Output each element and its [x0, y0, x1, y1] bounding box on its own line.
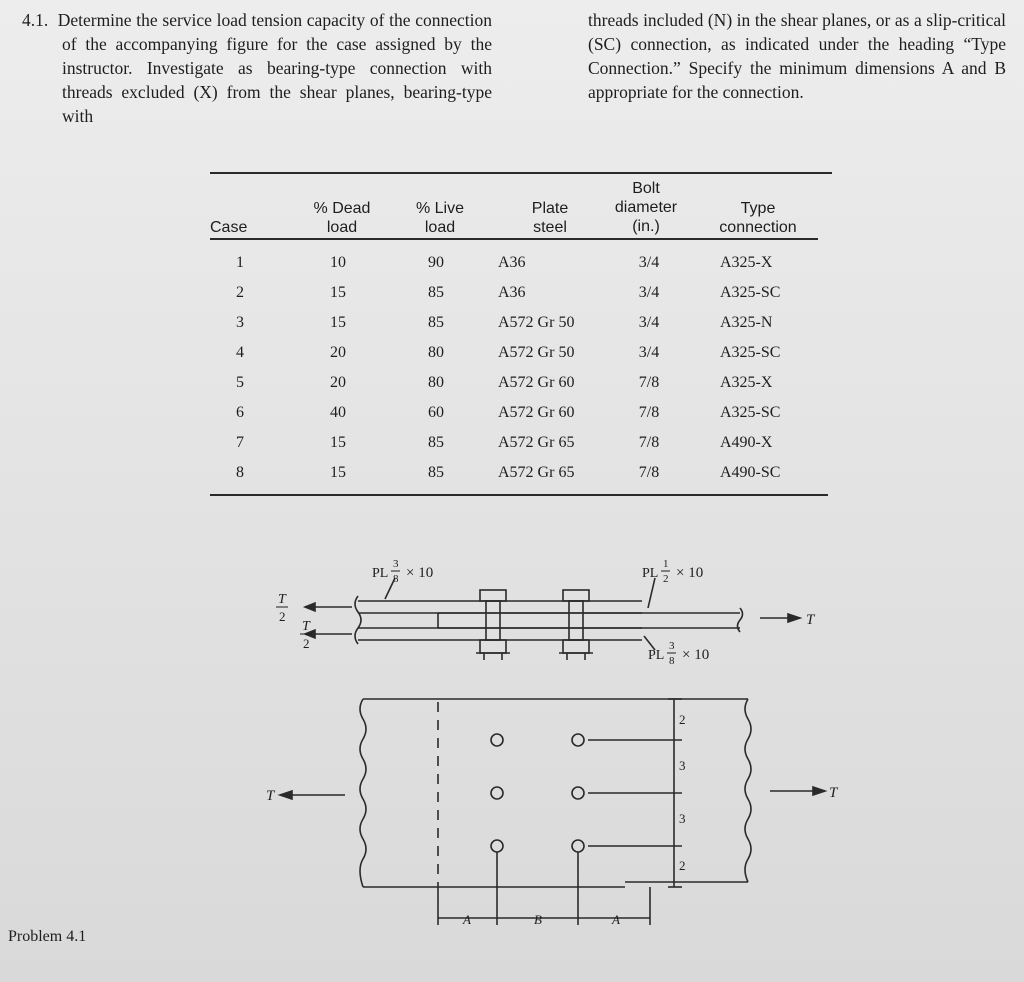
cell-diameter: 7/8 [638, 374, 660, 391]
header-dead-line2: load [326, 219, 358, 236]
cell-dead: 15 [330, 434, 346, 451]
cell-type: A325-SC [720, 404, 781, 421]
cell-dead: 40 [330, 404, 346, 421]
plate-thk-den-bottom-right: 8 [669, 655, 675, 667]
arrow-T-right-elevation [760, 614, 800, 622]
bolt-hole [491, 787, 503, 799]
leader-top-right [648, 578, 655, 608]
header-live-line1: % Live [415, 200, 465, 217]
plate-width-top-right: × 10 [676, 565, 704, 581]
cell-steel: A572 Gr 65 [498, 464, 575, 481]
bolt-hole [491, 734, 503, 746]
cell-case: 2 [236, 284, 244, 301]
cell-live: 80 [428, 344, 444, 361]
cell-dead: 20 [330, 374, 346, 391]
half-T-num-bottom: T [302, 619, 310, 634]
arrow-T-left-plan [280, 791, 345, 799]
cell-live: 85 [428, 314, 444, 331]
load-T-elevation: T [806, 612, 815, 628]
cell-diameter: 7/8 [638, 434, 660, 451]
cell-steel: A572 Gr 65 [498, 434, 575, 451]
plate-symbol-top-left: PL [372, 566, 389, 581]
half-T-den-bottom: 2 [303, 636, 310, 651]
plate-width-bottom-right: × 10 [682, 647, 710, 663]
cell-live: 90 [428, 254, 444, 271]
header-steel-line2: steel [533, 219, 567, 236]
cell-steel: A572 Gr 60 [498, 404, 575, 421]
header-diameter-line2: diameter [614, 199, 678, 216]
dim-gauge-2: 3 [679, 811, 686, 826]
cell-type: A325-SC [720, 284, 781, 301]
cell-type: A490-SC [720, 464, 781, 481]
dim-A-left: A [463, 912, 471, 927]
cell-dead: 15 [330, 314, 346, 331]
plate-symbol-top-right: PL [642, 566, 659, 581]
cell-steel: A36 [498, 254, 526, 271]
header-type-line1: Type [740, 200, 776, 217]
cell-diameter: 3/4 [638, 254, 660, 271]
plate-thk-den-top-right: 2 [663, 573, 669, 585]
half-T-num-top: T [278, 592, 286, 607]
cell-case: 7 [236, 434, 244, 451]
cell-diameter: 7/8 [638, 464, 660, 481]
problem-text-left: Determine the service load tension capacity of the connection of the accompanying figure for the case assigned by the instructor. Investigate as bearing-type connection with threads excluded (X) from the shear planes, bearing-type with [57, 10, 492, 126]
cell-case: 1 [236, 254, 244, 271]
problem-number: 4.1. [22, 10, 49, 30]
cell-diameter: 3/4 [638, 314, 660, 331]
header-case: Case [210, 219, 248, 236]
header-live-line2: load [424, 219, 456, 236]
plate-thk-num-bottom-right: 3 [669, 640, 675, 652]
arrow-T-right-plan [770, 787, 825, 795]
cell-dead: 20 [330, 344, 346, 361]
bolt-hole [572, 787, 584, 799]
dim-A-right: A [612, 912, 620, 927]
cell-case: 4 [236, 344, 244, 361]
bolt-hole [572, 734, 584, 746]
cell-steel: A572 Gr 50 [498, 344, 575, 361]
cell-steel: A572 Gr 50 [498, 314, 575, 331]
cell-diameter: 3/4 [638, 344, 660, 361]
plate-thk-num-top-left: 3 [393, 558, 399, 570]
header-dead-line1: % Dead [313, 200, 371, 217]
break-line-left [355, 596, 361, 644]
header-type-line2: connection [719, 219, 797, 236]
cell-steel: A572 Gr 60 [498, 374, 575, 391]
header-diameter-line3: (in.) [632, 218, 660, 235]
cell-type: A490-X [720, 434, 773, 451]
cell-steel: A36 [498, 284, 526, 301]
cell-dead: 10 [330, 254, 346, 271]
cell-live: 80 [428, 374, 444, 391]
cell-diameter: 3/4 [638, 284, 660, 301]
cell-type: A325-X [720, 374, 773, 391]
cell-case: 3 [236, 314, 244, 331]
plan-right-plate [625, 699, 751, 882]
cell-live: 85 [428, 464, 444, 481]
plate-symbol-bottom-right: PL [648, 648, 665, 663]
header-diameter-line1: Bolt [632, 180, 660, 197]
cell-live: 85 [428, 434, 444, 451]
plate-width-top-left: × 10 [406, 565, 434, 581]
dim-edge-top: 2 [679, 712, 686, 727]
bolt-hole [572, 840, 584, 852]
cell-case: 5 [236, 374, 244, 391]
load-T-plan-right: T [829, 785, 838, 801]
cell-dead: 15 [330, 464, 346, 481]
cell-case: 8 [236, 464, 244, 481]
header-steel-line1: Plate [531, 200, 569, 217]
plate-thk-den-top-left: 8 [393, 573, 399, 585]
right-main-plate [438, 613, 740, 628]
arrow-half-T-bottom [305, 630, 352, 638]
cell-dead: 15 [330, 284, 346, 301]
dim-edge-bottom: 2 [679, 858, 686, 873]
cell-case: 6 [236, 404, 244, 421]
problem-statement-right: threads included (N) in the shear planes, or as a slip-critical (SC) connection, as indicated under the heading “Type Connection.” Specify the minimum dimensions A and B appropriate for the connection. [588, 10, 1006, 102]
bolt-2 [559, 590, 593, 660]
cell-type: A325-N [720, 314, 773, 331]
plan-left-plate [360, 699, 625, 887]
cell-type: A325-SC [720, 344, 781, 361]
bolt-hole [491, 840, 503, 852]
cell-live: 85 [428, 284, 444, 301]
load-T-plan-left: T [266, 788, 275, 804]
cell-diameter: 7/8 [638, 404, 660, 421]
cell-type: A325-X [720, 254, 773, 271]
dim-B: B [534, 912, 542, 927]
bolt-1 [476, 590, 510, 660]
arrow-half-T-top [305, 603, 352, 611]
figure-caption: Problem 4.1 [8, 928, 87, 945]
plate-thk-num-top-right: 1 [663, 558, 669, 570]
cell-live: 60 [428, 404, 444, 421]
dim-gauge-1: 3 [679, 758, 686, 773]
half-T-den-top: 2 [279, 609, 286, 624]
